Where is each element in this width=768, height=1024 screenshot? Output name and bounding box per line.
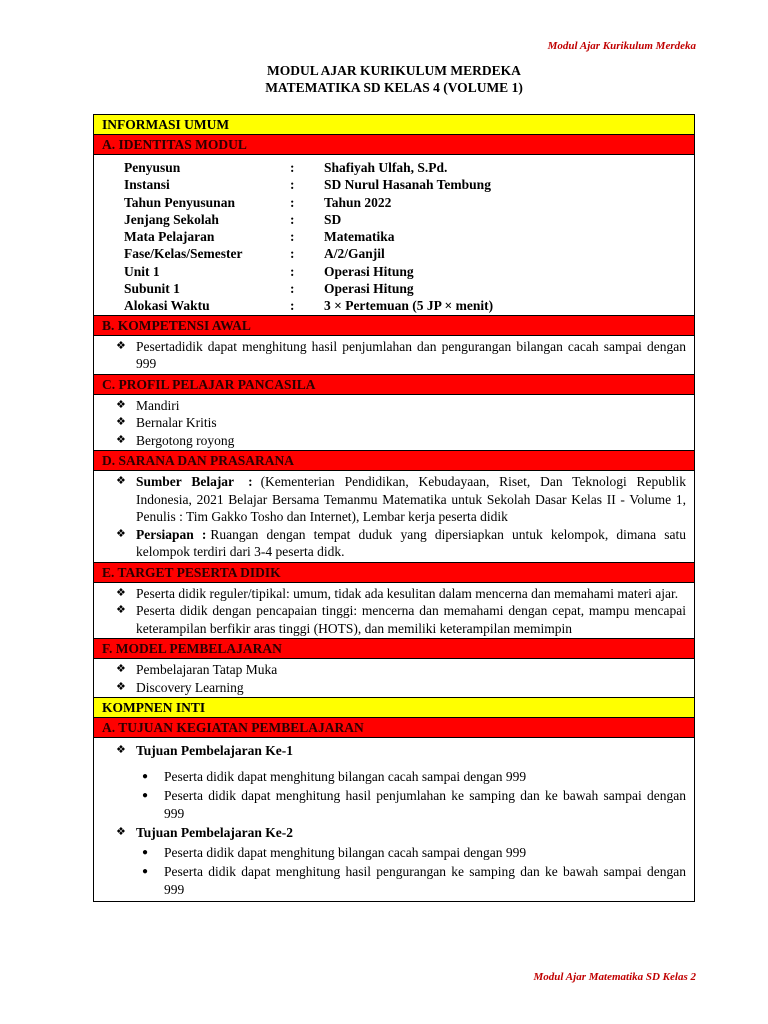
sub-item-text: Peserta didik dapat menghitung hasil pengurangan ke samping dan ke bawah sampai dengan 999 [164, 864, 686, 897]
diamond-bullet-icon: ❖ [116, 744, 126, 757]
kompetensi-list [94, 336, 694, 375]
identitas-row [124, 297, 686, 314]
row-key: Instansi [124, 177, 170, 193]
item-text: Mandiri [136, 397, 180, 413]
list-item [116, 585, 686, 603]
row-value: Operasi Hitung [324, 263, 414, 279]
row-key: Mata Pelajaran [124, 229, 215, 245]
row-key: Fase/Kelas/Semester [124, 246, 243, 262]
heading-target-peserta: E. TARGET PESERTA DIDIK [94, 563, 694, 583]
persiapan-label: Persiapan : [136, 526, 207, 542]
item-text [136, 473, 686, 526]
heading-sarana-prasarana: D. SARANA DAN PRASARANA [94, 451, 694, 471]
row-value: A/2/Ganjil [324, 246, 385, 262]
sarana-list [94, 471, 694, 563]
diamond-bullet-icon: ❖ [116, 339, 126, 352]
row-key: Unit 1 [124, 263, 160, 279]
target-list [94, 583, 694, 640]
identitas-row [124, 280, 686, 297]
diamond-bullet-icon: ❖ [116, 398, 126, 411]
row-colon: : [290, 229, 295, 245]
item-text: Bergotong royong [136, 432, 235, 448]
list-item [116, 824, 686, 842]
sumber-text: (Kementerian Pendidikan, Kebudayaan, Riset, Dan Teknologi Republik Indonesia, 2021 Belajar Bersama Temanmu Matematika untuk Sekolah Dasar Kelas II - Volume 1, Penulis : Tim Gakko Tosho dan Internet), Lembar kerja peserta didik [136, 474, 687, 525]
title-line-1: MODUL AJAR KURIKULUM MERDEKA [267, 63, 521, 78]
row-colon: : [290, 281, 295, 297]
heading-identitas-modul: A. IDENTITAS MODUL [94, 135, 694, 155]
identitas-row [124, 194, 686, 211]
row-value: SD [324, 211, 342, 227]
row-key: Tahun Penyusunan [124, 194, 235, 210]
sub-item [116, 768, 686, 786]
identitas-row [124, 176, 686, 193]
list-item [116, 473, 686, 526]
row-colon: : [290, 194, 295, 210]
title-line-2: MATEMATIKA SD KELAS 4 (VOLUME 1) [265, 80, 523, 95]
model-list [94, 659, 694, 698]
row-key: Subunit 1 [124, 281, 180, 297]
row-colon: : [290, 298, 295, 314]
list-item [116, 602, 686, 637]
item-text: Peserta didik dengan pencapaian tinggi: mencerna dan memahami dengan cepat, mampu mencapai keterampilan berfikir aras tinggi (HOTS), dan memiliki keterampilan memimpin [136, 603, 686, 636]
sub-item [116, 787, 686, 822]
sumber-colon: : [248, 474, 253, 490]
identitas-list [94, 155, 694, 316]
diamond-bullet-icon: ❖ [116, 663, 126, 676]
item-text: Discovery Learning [136, 679, 244, 695]
row-value: SD Nurul Hasanah Tembung [324, 177, 491, 193]
list-item [116, 661, 686, 679]
sumber-label: Sumber Belajar [136, 474, 235, 490]
footer-note: Modul Ajar Matematika SD Kelas 2 [533, 971, 696, 983]
heading-model-pembelajaran: F. MODEL PEMBELAJARAN [94, 639, 694, 659]
row-value: Shafiyah Ulfah, S.Pd. [324, 160, 448, 175]
diamond-bullet-icon: ❖ [116, 433, 126, 446]
header-note: Modul Ajar Kurikulum Merdeka [547, 40, 696, 52]
document-title [0, 62, 768, 96]
diamond-bullet-icon: ❖ [116, 604, 126, 617]
module-table [93, 114, 695, 902]
sub-item-text: Peserta didik dapat menghitung bilangan cacah sampai dengan 999 [164, 844, 527, 860]
sub-item-text: Peserta didik dapat menghitung bilangan cacah sampai dengan 999 [164, 768, 527, 784]
section-informasi-umum: INFORMASI UMUM [94, 115, 694, 135]
row-value: 3 × Pertemuan (5 JP × menit) [324, 298, 494, 314]
identitas-row [124, 228, 686, 245]
row-value: Matematika [324, 229, 395, 245]
list-item [116, 338, 686, 373]
row-colon: : [290, 263, 295, 279]
item-text: Bernalar Kritis [136, 415, 217, 431]
heading-profil-pelajar: C. PROFIL PELAJAR PANCASILA [94, 375, 694, 395]
row-value: Operasi Hitung [324, 281, 414, 297]
list-item [116, 432, 686, 450]
persiapan-text: Ruangan dengan tempat duduk yang dipersiapkan untuk kelompok, dimana satu kelompok terdiri dari 3-4 peserta didk. [136, 526, 687, 560]
row-colon: : [290, 160, 295, 175]
heading-kompetensi-awal: B. KOMPETENSI AWAL [94, 316, 694, 336]
item-text: Peserta didik reguler/tipikal: umum, tidak ada kesulitan dalam mencerna dan memahami materi ajar. [136, 585, 679, 601]
row-value: Tahun 2022 [324, 194, 392, 210]
diamond-bullet-icon: ❖ [116, 586, 126, 599]
item-text: Pembelajaran Tatap Muka [136, 662, 278, 678]
item-text [136, 526, 686, 561]
tujuan-ke2-label: Tujuan Pembelajaran Ke-2 [136, 825, 294, 841]
profil-list [94, 395, 694, 452]
section-komponen-inti: KOMPNEN INTI [94, 698, 694, 718]
diamond-bullet-icon: ❖ [116, 680, 126, 693]
dot-bullet-icon: ● [142, 770, 149, 782]
diamond-bullet-icon: ❖ [116, 826, 126, 839]
sub-item [116, 863, 686, 898]
list-item [116, 397, 686, 415]
row-colon: : [290, 177, 295, 193]
list-item [116, 414, 686, 432]
identitas-row [124, 159, 686, 176]
list-item [116, 679, 686, 697]
identitas-row [124, 263, 686, 280]
diamond-bullet-icon: ❖ [116, 527, 126, 540]
tujuan-ke1-label: Tujuan Pembelajaran Ke-1 [136, 743, 294, 759]
heading-tujuan-kegiatan: A. TUJUAN KEGIATAN PEMBELAJARAN [94, 718, 694, 738]
diamond-bullet-icon: ❖ [116, 416, 126, 429]
item-text: Pesertadidik dapat menghitung hasil penjumlahan dan pengurangan bilangan cacah sampai dengan 999 [136, 338, 686, 372]
sub-item [116, 844, 686, 862]
diamond-bullet-icon: ❖ [116, 475, 126, 488]
list-item [116, 742, 686, 760]
row-key: Penyusun [124, 160, 181, 175]
row-colon: : [290, 211, 295, 227]
identitas-row [124, 245, 686, 262]
row-colon: : [290, 246, 295, 262]
dot-bullet-icon: ● [142, 790, 149, 802]
row-key: Jenjang Sekolah [124, 211, 219, 227]
tujuan-list [94, 738, 694, 901]
dot-bullet-icon: ● [142, 866, 149, 878]
identitas-row [124, 211, 686, 228]
list-item [116, 526, 686, 561]
row-key: Alokasi Waktu [124, 298, 210, 314]
dot-bullet-icon: ● [142, 846, 149, 858]
sub-item-text: Peserta didik dapat menghitung hasil penjumlahan ke samping dan ke bawah sampai dengan 999 [164, 788, 686, 821]
